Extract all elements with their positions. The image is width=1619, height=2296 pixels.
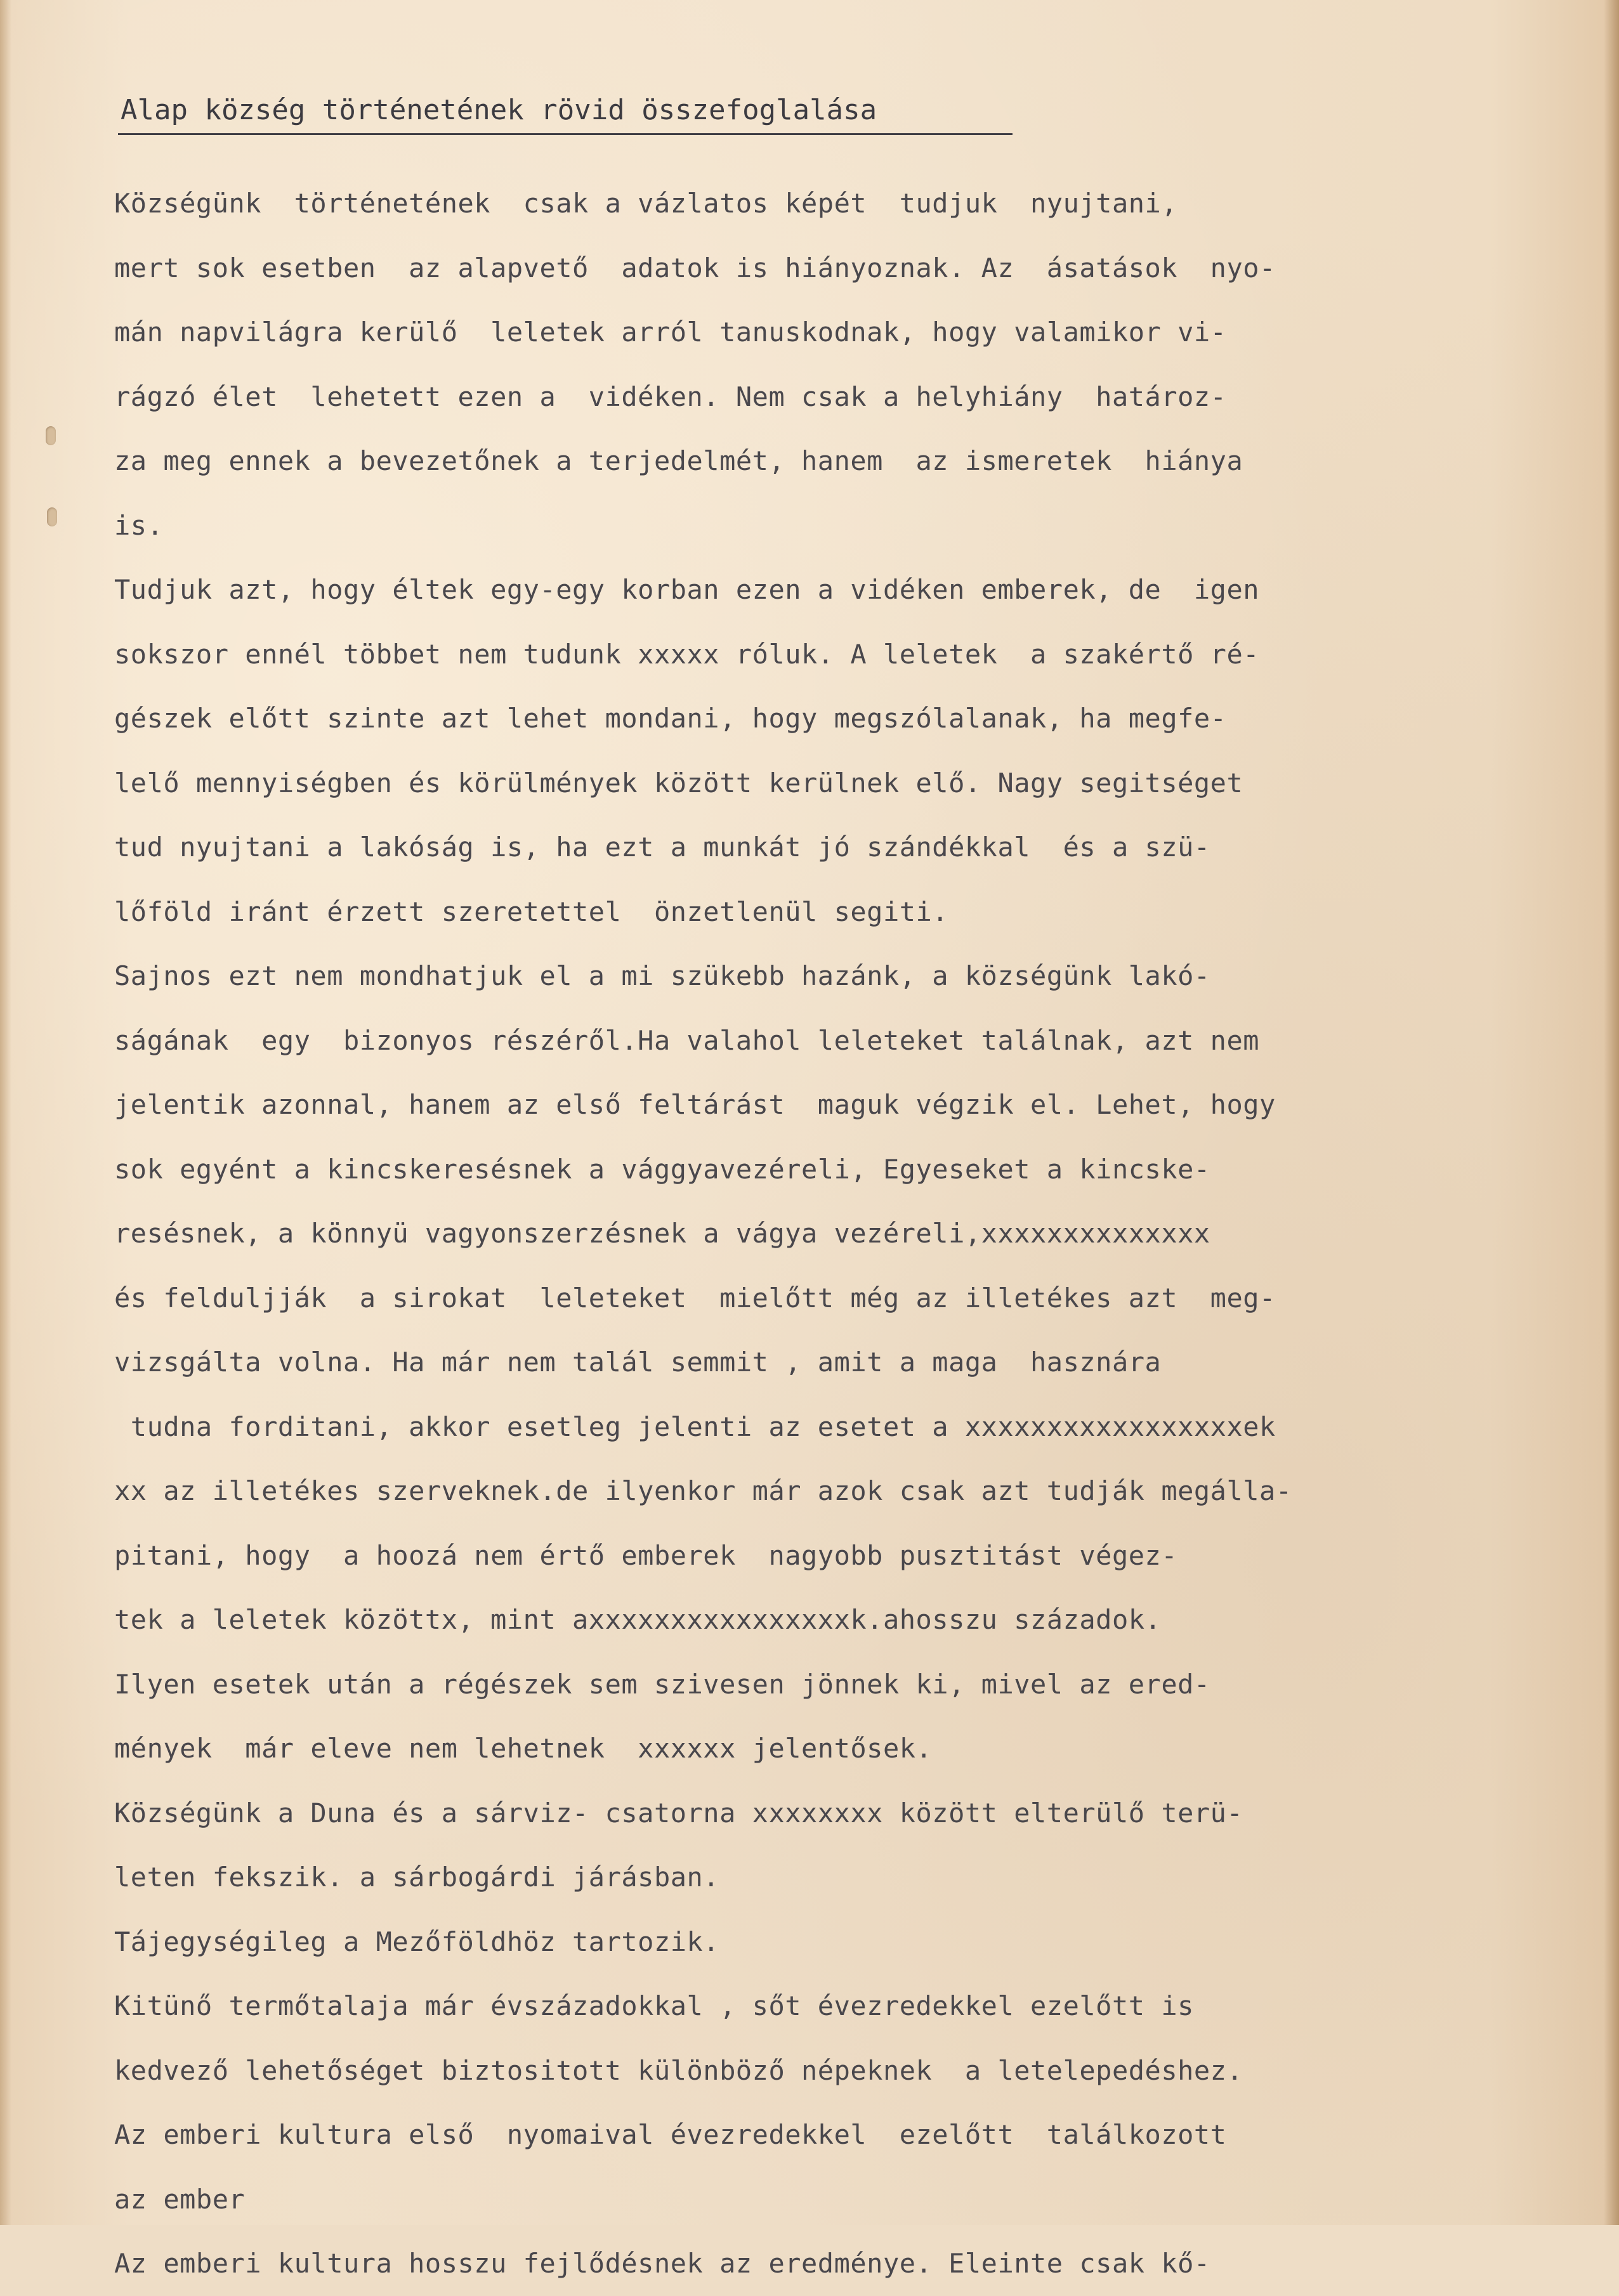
text-line: és felduljják a sirokat leleteket mielőtt még az illetékes azt meg- <box>114 1282 1276 1314</box>
punch-hole-mark <box>47 507 57 526</box>
text-line: gészek előtt szinte azt lehet mondani, hogy megszólalanak, ha megfe- <box>114 703 1227 734</box>
text-line: leten fekszik. a sárbogárdi járásban. <box>114 1862 720 1893</box>
text-line: Községünk a Duna és a sárviz- csatorna xxxxxxxx között elterülő terü- <box>114 1797 1243 1829</box>
text-line: Az emberi kultura első nyomaival évezredekkel ezelőtt találkozott <box>114 2119 1227 2150</box>
document-title: Alap község történetének rövid összefoglalása <box>121 94 877 126</box>
text-line: vizsgálta volna. Ha már nem talál semmit , amit a maga hasznára <box>114 1347 1162 1378</box>
text-line: az ember <box>114 2183 246 2215</box>
text-line: tudna forditani, akkor esetleg jelenti az esetet a xxxxxxxxxxxxxxxxxek <box>114 1411 1276 1442</box>
text-line: ságának egy bizonyos részéről.Ha valahol leleteket találnak, azt nem <box>114 1024 1260 1056</box>
text-line: mert sok esetben az alapvető adatok is hiányoznak. Az ásatások nyo- <box>114 252 1276 284</box>
text-line: Az emberi kultura hosszu fejlődésnek az eredménye. Eleinte csak kő- <box>114 2248 1210 2279</box>
text-line: Községünk történetének csak a vázlatos képét tudjuk nyujtani, <box>114 188 1178 219</box>
text-line: Tájegységileg a Mezőföldhöz tartozik. <box>114 1926 720 1957</box>
text-line: lőföld iránt érzett szeretettel önzetlenül segiti. <box>114 896 949 927</box>
text-line: za meg ennek a bevezetőnek a terjedelmét, hanem az ismeretek hiánya <box>114 445 1243 476</box>
text-line: mények már eleve nem lehetnek xxxxxx jelentősek. <box>114 1733 933 1764</box>
text-line: sokszor ennél többet nem tudunk xxxxx róluk. A leletek a szakértő ré- <box>114 638 1260 670</box>
document-body <box>114 171 1510 2296</box>
text-line: Tudjuk azt, hogy éltek egy-egy korban ezen a vidéken emberek, de igen <box>114 574 1260 605</box>
text-line: lelő mennyiségben és körülmények között kerülnek elő. Nagy segitséget <box>114 767 1243 799</box>
punch-hole-mark <box>46 426 56 445</box>
text-line: jelentik azonnal, hanem az első feltárást maguk végzik el. Lehet, hogy <box>114 1089 1276 1120</box>
text-line: xx az illetékes szerveknek.de ilyenkor már azok csak azt tudják megálla- <box>114 1475 1292 1506</box>
title-underline <box>118 133 1013 135</box>
text-line: rágzó élet lehetett ezen a vidéken. Nem csak a helyhiány határoz- <box>114 381 1227 412</box>
text-line: sok egyént a kincskeresésnek a vággyavezéreli, Egyeseket a kincske- <box>114 1153 1210 1185</box>
text-line: Kitünő termőtalaja már évszázadokkal , sőt évezredekkel ezelőtt is <box>114 1990 1194 2021</box>
text-line: Ilyen esetek után a régészek sem szivesen jönnek ki, mivel az ered- <box>114 1668 1210 1700</box>
text-line: tek a leletek közöttx, mint axxxxxxxxxxxxxxxxk.ahosszu századok. <box>114 1604 1162 1635</box>
text-line: is. <box>114 509 164 541</box>
text-line: Sajnos ezt nem mondhatjuk el a mi szükebb hazánk, a községünk lakó- <box>114 960 1210 991</box>
text-line: kedvező lehetőséget biztositott különböző népeknek a letelepedéshez. <box>114 2054 1243 2086</box>
text-line: resésnek, a könnyü vagyonszerzésnek a vágya vezéreli,xxxxxxxxxxxxxx <box>114 1218 1210 1249</box>
text-line: mán napvilágra kerülő leletek arról tanuskodnak, hogy valamikor vi- <box>114 316 1227 348</box>
text-line: pitani, hogy a hoozá nem értő emberek nagyobb pusztitást végez- <box>114 1539 1178 1571</box>
paper-edge-left <box>0 0 11 2225</box>
paper-edge-right <box>1604 0 1619 2225</box>
text-line: tud nyujtani a lakóság is, ha ezt a munkát jó szándékkal és a szü- <box>114 832 1210 863</box>
